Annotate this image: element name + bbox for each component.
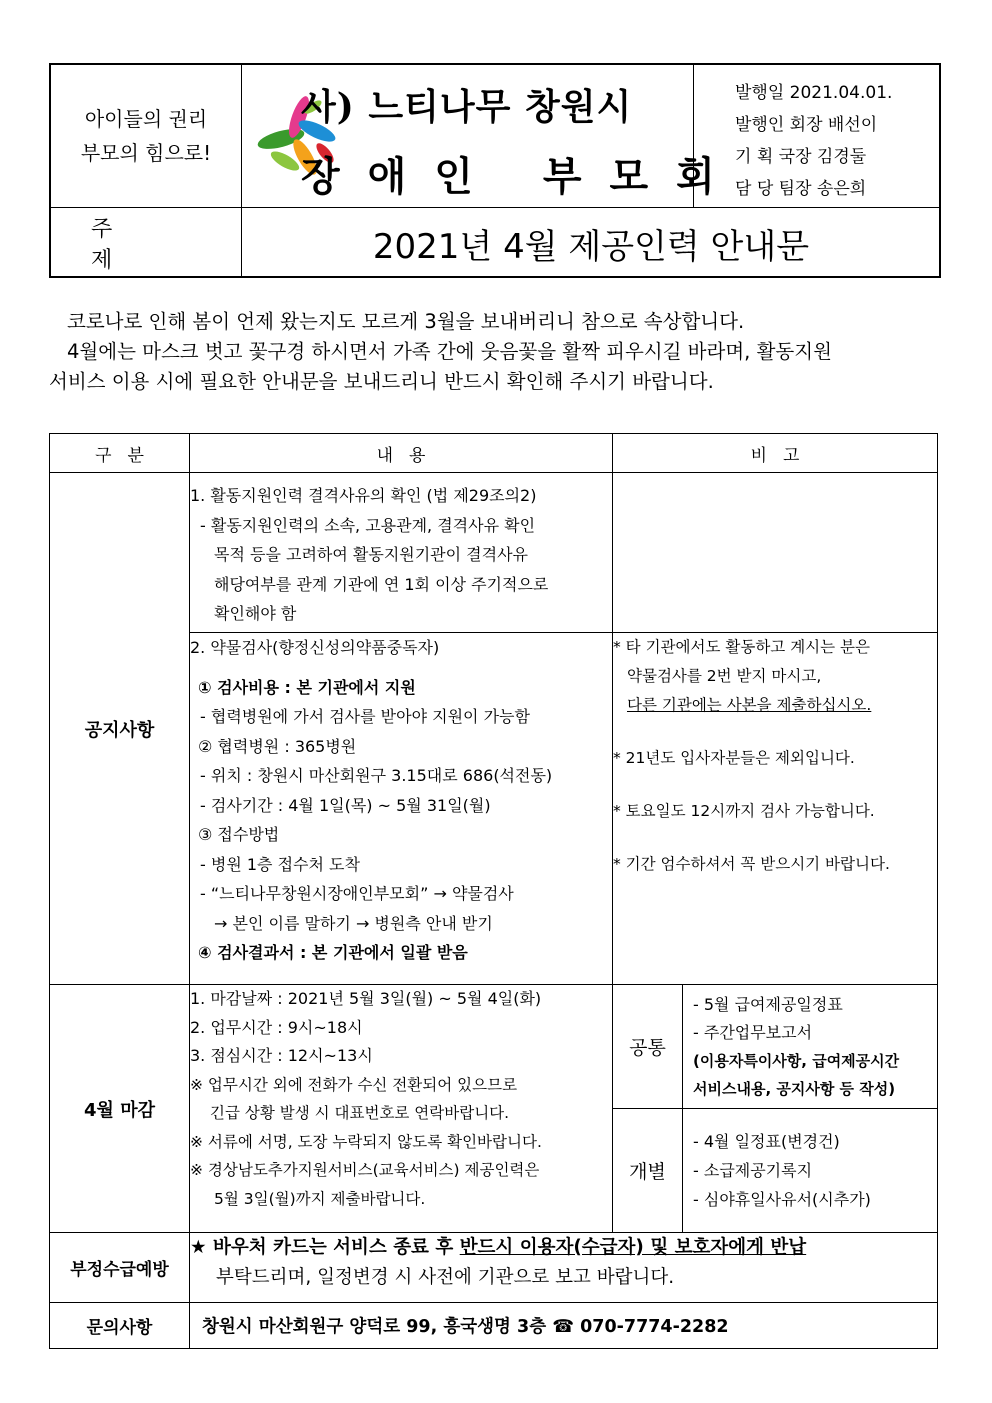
remark-note — [613, 797, 937, 826]
text-line: - 위치 : 창원시 마산회원구 3.15대로 686(석전동) — [200, 766, 553, 785]
newsletter-header — [49, 63, 941, 278]
organization-name-sub: 장애인 부모회 — [301, 153, 743, 200]
info-table — [49, 433, 938, 1349]
fraud-prevention-notice — [190, 1233, 938, 1303]
intro-line: 4월에는 마스크 벗고 꽃구경 하시면서 가족 간에 웃음꽃을 활짝 피우시길 바라며, 활동지원 — [67, 340, 832, 363]
contact-info: 창원시 마산회원구 양덕로 99, 흥국생명 3층 ☎ 070-7774-2282 — [190, 1303, 938, 1349]
text-line: 1. 활동지원인력 결격사유의 확인 (법 제29조의2) — [190, 486, 537, 505]
table-row — [50, 1233, 938, 1303]
text-line: 확인해야 함 — [214, 604, 297, 623]
common-documents — [683, 985, 938, 1109]
text-line: ① 검사비용 : 본 기관에서 지원 — [198, 677, 416, 697]
table-header-row — [50, 434, 938, 473]
notice-item-2 — [190, 633, 613, 985]
column-header: 비고 — [613, 434, 938, 473]
publisher: 발행인 회장 배선이 — [735, 115, 878, 135]
remark-cell — [613, 473, 938, 633]
table-row — [50, 473, 938, 633]
text-line: ※ 경상남도추가지원서비스(교육서비스) 제공인력은 — [190, 1161, 540, 1179]
text-line: - 심야휴일사유서(시추가) — [693, 1190, 871, 1209]
text-line: (이용자특이사항, 급여제공시간 — [693, 1052, 900, 1070]
text-line: - 병원 1층 접수처 도착 — [200, 854, 360, 874]
publish-date: 발행일 2021.04.01. — [735, 83, 893, 103]
table-row — [50, 1303, 938, 1349]
text-line: - 협력병원에 가서 검사를 받아야 지원이 가능함 — [200, 707, 530, 726]
planner: 기 획 국장 김경둘 — [735, 147, 867, 167]
remark-cell — [613, 633, 938, 985]
text-line: 다른 기관에는 사본을 제출하십시오. — [627, 696, 872, 714]
notice-item-1 — [190, 473, 613, 633]
row-category: 문의사항 — [50, 1303, 190, 1349]
text-line: 목적 등을 고려하여 활동지원기관이 결격사유 — [214, 545, 529, 564]
deadline-details — [190, 985, 613, 1233]
document-title: 2021년 4월 제공인력 안내문 — [372, 226, 810, 267]
text-line: * 타 기관에서도 활동하고 계시는 분은 — [613, 638, 870, 656]
text-line: 부탁드리며, 일정변경 시 사전에 기관으로 보고 바랍니다. — [216, 1267, 675, 1288]
text-line: 해당여부를 관계 기관에 연 1회 이상 주기적으로 — [214, 574, 549, 594]
remark-note — [613, 744, 937, 773]
text-line: 긴급 상황 발생 시 대표번호로 연락바랍니다. — [210, 1104, 510, 1122]
text-line: - 소급제공기록지 — [693, 1161, 813, 1180]
text-line: * 21년도 입사자분들은 제외입니다. — [613, 749, 855, 767]
manager: 담 당 팀장 송은희 — [735, 179, 867, 199]
text-line: - 검사기간 : 4월 1일(목) ~ 5월 31일(월) — [200, 795, 491, 815]
text-line: 1. 마감날짜 : 2021년 5월 3일(월) ~ 5월 4일(화) — [190, 989, 542, 1008]
organization-logo — [241, 65, 743, 207]
individual-documents — [683, 1109, 938, 1233]
remark-note — [613, 633, 937, 720]
text-line: 2. 업무시간 : 9시~18시 — [190, 1017, 363, 1037]
row-category: 공지사항 — [50, 473, 190, 985]
text-segment: 반드시 이용자(수급자) 및 보호자에게 반납 — [459, 1237, 807, 1258]
text-segment: ★ 바우처 카드는 서비스 종료 후 — [190, 1237, 460, 1258]
table-row — [50, 985, 938, 1109]
text-line: → 본인 이름 말하기 → 병원측 안내 받기 — [214, 913, 493, 933]
text-line: ※ 업무시간 외에 전화가 수신 전환되어 있으므로 — [190, 1075, 518, 1094]
column-header: 내용 — [190, 434, 613, 473]
intro-paragraph — [49, 307, 944, 397]
sub-category-individual: 개별 — [613, 1109, 683, 1233]
column-header: 구분 — [50, 434, 190, 473]
slogan-line: 부모의 힘으로! — [80, 141, 212, 165]
sub-category-common: 공통 — [613, 985, 683, 1109]
text-line: 약물검사를 2번 받지 마시고, — [627, 667, 822, 685]
text-line: - “느티나무창원시장애인부모회” → 약물검사 — [200, 884, 514, 903]
text-line: * 기간 엄수하셔서 꼭 받으시기 바랍니다. — [613, 855, 890, 873]
publication-info — [693, 65, 941, 207]
slogan-line: 아이들의 권리 — [84, 107, 208, 131]
text-line: 5월 3일(월)까지 제출바랍니다. — [214, 1189, 426, 1208]
text-line: ④ 검사결과서 : 본 기관에서 일괄 받음 — [198, 943, 468, 962]
text-line: - 4월 일정표(변경건) — [693, 1132, 840, 1151]
text-line: ③ 접수방법 — [198, 825, 280, 844]
text-line: - 5월 급여제공일정표 — [693, 995, 843, 1014]
subject-label: 주 제 — [91, 217, 153, 273]
text-line: ※ 서류에 서명, 도장 누락되지 않도록 확인바랍니다. — [190, 1132, 542, 1151]
row-category: 4월 마감 — [50, 985, 190, 1233]
text-line: - 주간업무보고서 — [693, 1023, 813, 1042]
organization-name: 사) 느티나무 창원시 — [301, 86, 633, 128]
text-line: 3. 점심시간 : 12시~13시 — [190, 1046, 373, 1065]
slogan — [51, 65, 241, 207]
text-line: 2. 약물검사(향정신성의약품중독자) — [190, 638, 440, 657]
row-category: 부정수급예방 — [50, 1233, 190, 1303]
text-line: - 활동지원인력의 소속, 고용관계, 결격사유 확인 — [200, 515, 536, 535]
intro-line: 코로나로 인해 봄이 언제 왔는지도 모르게 3월을 보내버리니 참으로 속상합니다. — [67, 310, 745, 333]
intro-line: 서비스 이용 시에 필요한 안내문을 보내드리니 반드시 확인해 주시기 바랍니다. — [49, 370, 714, 393]
text-line: ② 협력병원 : 365병원 — [198, 736, 357, 756]
text-line: * 토요일도 12시까지 검사 가능합니다. — [613, 802, 875, 820]
remark-note — [613, 850, 937, 879]
text-line: 서비스내용, 공지사항 등 작성) — [693, 1080, 896, 1098]
